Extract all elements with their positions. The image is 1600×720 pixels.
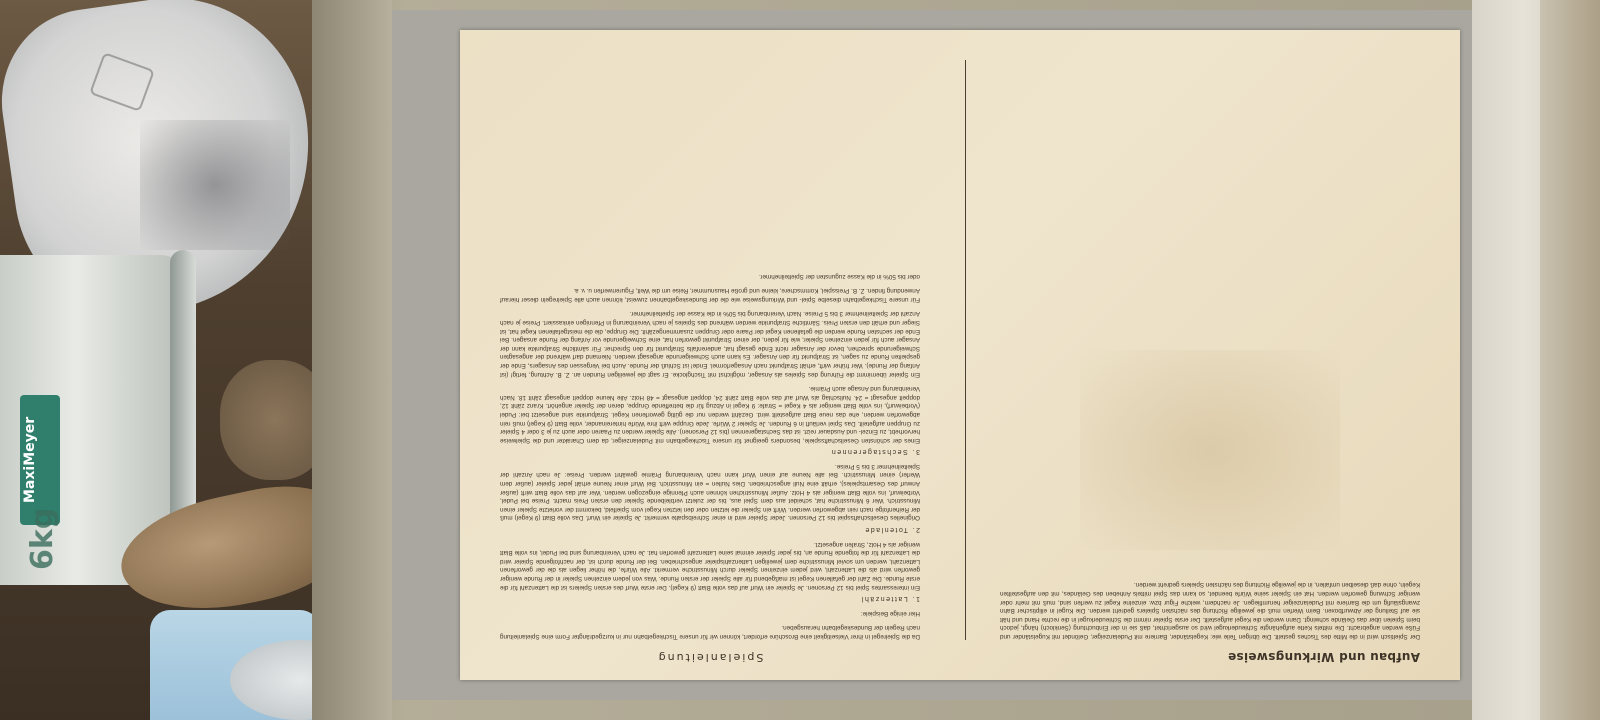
game1-text: Ein interessantes Spiel bis 12 Personen. Je Spieler ein Wurf auf das volle Blatt (9 Kegel). Der erste Wurf des ersten Spielers ist die Lattenzahl für die erste Runde. Die Zahl der gefallenen Kegel ist maßgebend für alle Spieler der ersten Runde. Was von jedem einzelnen Spieler in der Runde weniger geworfen wird als die Lattenzahl, wird jedem einzelnen Spieler durch Minusstriche vermerkt. Alle Würfe, die höher liegen als die der geworfenen Lattenzahl, werden um soviel Minusstriche dem jeweiligen Lattenzahlspieler angeschrieben. Bei der Runde durch ist, der nachfolgende Spieler wird die Lattenzahl für die folgende Runde an, bis jeder Spieler einmal seine Lattenzahl geworfen hat. Je nach Vereinbarung sind bei Pudel, ins volle Blatt weniger als 4 Holz, Strafen angesetzt. bbox=[500, 540, 920, 591]
sheet-content bbox=[460, 30, 1460, 680]
game3-text2: Ein Spieler übernimmt die Führung des Spieles als Ansager, möglichst mit Tischglocke. Er sagt die jeweiligen Runden an. Z. B. Achtung, fertig! (ist Anfang der Runde). Wer früher wirft, erhält Strafpunkt nach Ansagerformel. Ende! ist Schluß der Runde. Auch bei Vergessen des Ansagers, Ende der gespielten Runde zu sagen, ist Strafpunkt für den Ansager. Es kann auch Schweigerunde angesagt werden. Niemand darf während der angesagten Schweigerunde sprechen, bevor der Ansager nicht Ende gesagt hat, anderenfalls Strafpunkt für den Sprecher. Für sämtliche Strafpunkte kann der Ansager auch für jeden einzelnen Spieler, wie für jeden, der einen Strafpunkt geworfen hat, eine Schweigerunde vor Anfang der Runde ansagen. Bei Ende der sechsten Runde werden die gefallenen Kegel der Paare oder Gruppen zusammengezählt. Die Gruppe, die die meistgefallenen Kegel hat, ist Sieger und erhält den ersten Preis. Sämtliche Strafpunkte werden während des Spieles je nach Vereinbarung in Pfennigen einkassiert. Preise je nach Anzahl der Spielteilnehmer 3 bis 5 Preise. Nach Vereinbarung bis 50% in die Kasse der Spielteilnehmer. bbox=[500, 310, 920, 378]
instruction-sheet bbox=[460, 30, 1460, 680]
doc-title: Aufbau und Wirkungsweise bbox=[1227, 650, 1420, 664]
game3-text: Eines der schönsten Gesellschaftsspiele, besonders geeignet für unsere Tischkegelbahn mit Pudelanzeiger, da dem Charakter und die Spielweise hervorhebt, zu Einzel- und Ausdauer reizt. ist das Sechstagerennen (bis 12 Personen). Alle Spieler werden zu Paaren oder auch zu je 3 oder 4 Spieler zu Gruppen aufgeteilt. Das Spiel verläuft in 6 Runden. Je Spieler 2 Würfe. Jede Gruppe wirft ihre Würfe hintereinander, volle Blatt (9 Kegel) muß rein abgeworfen werden, ehe das neue Blatt aufgestellt wird. Gezählt werden nur die gültig geworfenen Kegel. Strafpunkte sind angesetzt bei: Pudel (Vorbeiwurf), ins volle Blatt weniger als 4 Kegel = Strafe: 9 Kegel in Abzug für die betreffende Gruppe, deren der Spieler angehört. Kranz zählt 12, doppelt angesagt = 24. Nullschlag als Wurf auf das volle Blatt zählt 24, doppelt angesagt = 48 Holz. Alle Neune doppelt angesagt zählt 18. Nach Vereinbarung und Ansage auch Prämie. bbox=[500, 385, 920, 444]
board-edge bbox=[312, 0, 392, 720]
closing-line: oder bis 50% in die Kasse zugunsten der Spielteilnehmer. bbox=[758, 272, 920, 280]
bucket-size-text: 6kg bbox=[25, 507, 60, 570]
game1-title: 1. Lattenzähl bbox=[860, 595, 920, 603]
intro-paragraph: Da die Spielregel in ihrer Vielseitigkeit eine Broschüre erfordert, können wir für unsere Tischkegelbahn nur in kurzgedrängter Form eine Spielanleitung nach Regeln der Bundeskegelbahn herausgeben. bbox=[500, 624, 920, 640]
game3-text3: Für unsere Tischkegelbahn dieselbe Spiel- und Wirkungsweise wie die der Bundeskegelbahnen zuweist, können auch alle Spielregeln dieser hierauf Anwendung finden. Z. B. Preisspiel, Kommschere, kleine und große Hausnummer, Reise um die Welt, Figurenwerfen u. v. a. bbox=[500, 287, 920, 303]
bag-fold-shadow bbox=[140, 120, 290, 250]
examples-label: Hier einige Beispiele: bbox=[860, 609, 920, 617]
game2-text: Originelles Gesellschaftsspiel bis 12 Personen. Jeder Spieler wird in einer Schreibspalte vermerkt. Je Spieler ein Wurf. Das volle Blatt (9 Kegel) muß der Reihenfolge nach rein abgeworfen werden. Wirft ein Spieler die letzten oder den letzten Kegel vom Spielfeld, bekommt der vorletzte Spieler einen Minusstrich. Wer 6 Minusstriche hat, scheidet aus dem Spiel aus, bis der zuletzt verbleibende Spieler den ersten Preis macht. Preise bei Pudel, Vorbeiwurf, ins volle Blatt weniger als 4 Holz. Außer Minusstrichen können auch Pfennige eingezogen werden. Wer auf das volle Blatt wirft (außer Anwurf des Gesamtspieles), erhält eine Null angeschrieben. Dies Nullen = ein Minusstrich. Bei Wurf einer Neune erhält jeder Spieler (außer dem Werfer) einen Minusstrich. Bei alle Neune auf einen Wurf kann nach Vereinbarung Prämie gewährt werden. Preise: Je nach Anzahl der Spielteilnehmer 3 bis 5 Preise. bbox=[500, 462, 920, 522]
left-paragraph: Der Spieltisch wird in die Mitte des Tisches gestellt. Die übrigen Teile wie: Kegelständer, Barriere mit Pudelanzeiger, Gelöndet mit Kugelständer und Füße werden angebracht. Die mittels Kette aufgehängte Schleuderkugel wird so ausgerichtet, daß sie in der Einbuchtung (Senkloch) hängt, jedoch beim Spielen über das Gelände schwingt. Dann werden die Kegel aufgestellt. Der erste Spieler nimmt die Schleuderkugel in die rechte Hand und hält sie auf Stellung der Abwurfboxen. Beim Werfen muß die jeweilige Richtung des nächsten Spielers gedreht werden. Die Kugel in elliptischer Bahn zwangsläufig um die Barriere mit Pudelanzeiger herumfliegen. Je nachdem, welche Figur bzw. einzelne Kegel zu werfen sind, muß mit mehr oder weniger Schwung geworfen werden. Hat ein Spieler seine Würfe beendet, so kann das Spiel mittels Anheben des Geländes, mit den aufgestellten Kegeln, ohne daß dieselben umfallen, in die jeweilige Richtung des nächsten Spielers gedreht werden. bbox=[1000, 581, 1420, 640]
left-column bbox=[1000, 574, 1420, 640]
frame-shadow bbox=[1540, 0, 1600, 720]
bucket-brand-text: MaxiMeyer bbox=[22, 416, 38, 504]
game2-title: 2. Totenlade bbox=[863, 526, 920, 534]
right-column bbox=[500, 265, 920, 640]
column-divider bbox=[965, 60, 966, 640]
section-title: Spielanleitung bbox=[656, 651, 764, 664]
game3-title: 3. Sechstagerennen bbox=[830, 448, 920, 456]
